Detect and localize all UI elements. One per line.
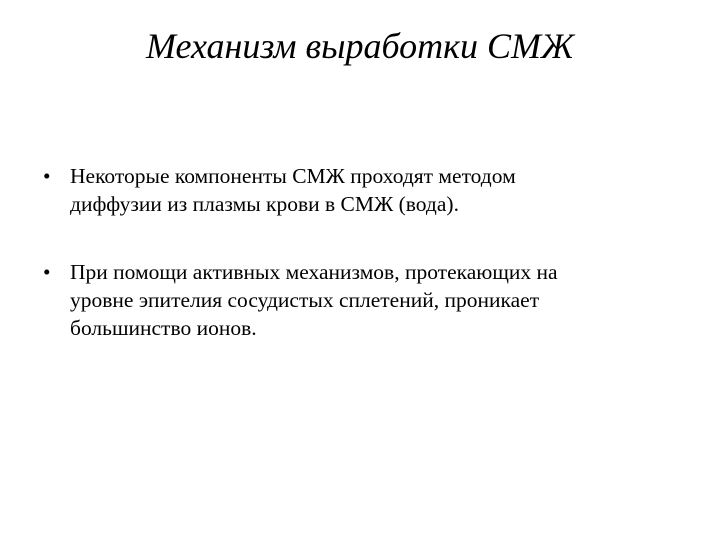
bullet-item bbox=[43, 258, 683, 342]
bullet-text-line: большинство ионов. bbox=[70, 316, 257, 340]
slide-title: Механизм выработки СМЖ bbox=[146, 26, 574, 66]
bullet-text-line: диффузии из плазмы крови в СМЖ (вода). bbox=[70, 192, 459, 216]
bullet-list bbox=[43, 162, 683, 382]
bullet-text-line: Некоторые компоненты СМЖ проходят методом bbox=[70, 164, 516, 188]
bullet-text-line: При помощи активных механизмов, протекающих на bbox=[70, 260, 558, 284]
bullet-icon: • bbox=[43, 164, 51, 188]
bullet-icon: • bbox=[43, 260, 51, 284]
bullet-text-line: уровне эпителия сосудистых сплетений, проникает bbox=[70, 288, 540, 312]
bullet-item bbox=[43, 162, 683, 218]
